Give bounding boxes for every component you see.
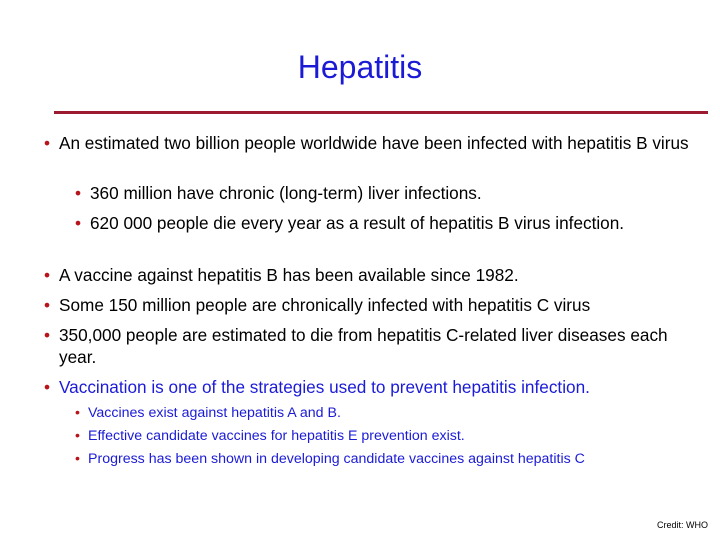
- bullet-item: [44, 294, 709, 316]
- bullet-text: A vaccine against hepatitis B has been available since 1982.: [59, 265, 519, 285]
- bullet-dot-icon: •: [75, 183, 82, 203]
- bullet-dot-icon: •: [44, 133, 51, 153]
- bullet-item: [44, 264, 709, 286]
- credit-label: Credit: WHO: [656, 520, 708, 530]
- bullet-item: [44, 376, 709, 398]
- bullet-dot-icon: •: [44, 265, 51, 285]
- bullet-dot-icon: •: [44, 377, 51, 397]
- bullet-item: [44, 132, 709, 154]
- bullet-item: [44, 324, 709, 368]
- sub-bullet-item: [75, 404, 708, 422]
- bullet-dot-icon: •: [44, 325, 51, 345]
- bullet-text: Effective candidate vaccines for hepatitis E prevention exist.: [88, 428, 465, 444]
- title-divider: [54, 111, 708, 114]
- bullet-text: Some 150 million people are chronically infected with hepatitis C virus: [59, 295, 591, 315]
- bullet-dot-icon: •: [44, 295, 51, 315]
- bullet-text: 620 000 people die every year as a result of hepatitis B virus infection.: [90, 213, 625, 233]
- bullet-text: Progress has been shown in developing candidate vaccines against hepatitis C: [88, 451, 585, 467]
- sub-bullet-item: [75, 182, 710, 204]
- bullet-dot-icon: •: [75, 405, 80, 421]
- sub-bullet-item: [75, 212, 710, 234]
- bullet-dot-icon: •: [75, 428, 80, 444]
- bullet-text: Vaccination is one of the strategies used to prevent hepatitis infection.: [59, 377, 590, 397]
- bullet-text: Vaccines exist against hepatitis A and B.: [88, 405, 341, 421]
- bullet-text: An estimated two billion people worldwide have been infected with hepatitis B virus: [59, 133, 689, 153]
- sub-bullet-item: [75, 427, 708, 445]
- slide-title: Hepatitis: [297, 49, 423, 85]
- bullet-text: 350,000 people are estimated to die from hepatitis C-related liver diseases each year.: [59, 325, 668, 367]
- bullet-dot-icon: •: [75, 451, 80, 467]
- sub-bullet-item: [75, 450, 708, 468]
- bullet-dot-icon: •: [75, 213, 82, 233]
- bullet-text: 360 million have chronic (long-term) liver infections.: [90, 183, 482, 203]
